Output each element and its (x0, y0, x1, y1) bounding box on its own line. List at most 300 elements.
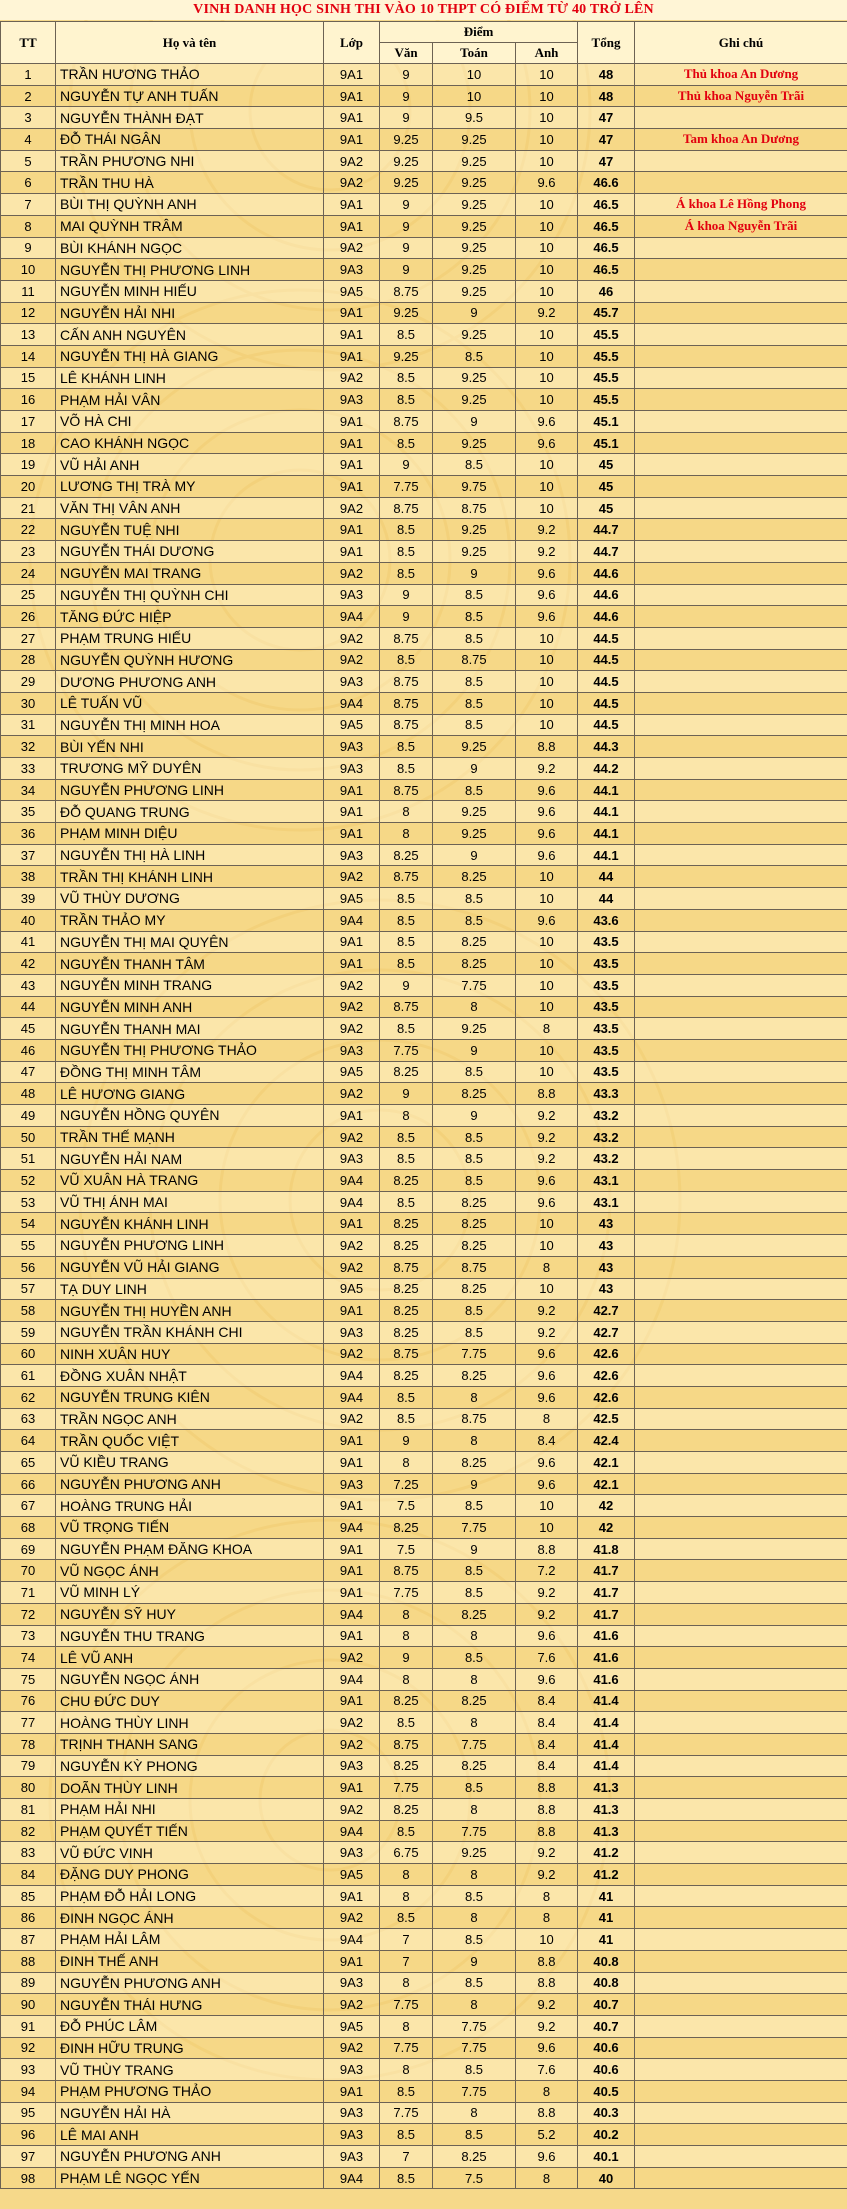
student-name: NGUYỄN MINH ANH (56, 996, 324, 1018)
van-score: 8 (380, 1972, 433, 1994)
student-name: NGUYỄN THỊ PHƯƠNG LINH (56, 259, 324, 281)
total-score: 44.5 (578, 692, 635, 714)
anh-score: 10 (516, 194, 578, 216)
row-number: 38 (1, 866, 56, 888)
van-score: 9 (380, 237, 433, 259)
toan-score: 8 (433, 1712, 516, 1734)
total-score: 40.6 (578, 2059, 635, 2081)
anh-score: 9.2 (516, 541, 578, 563)
class-cell: 9A5 (324, 2015, 380, 2037)
note-cell (635, 996, 847, 1018)
student-name: VŨ NGỌC ÁNH (56, 1560, 324, 1582)
row-number: 82 (1, 1820, 56, 1842)
anh-score: 9.2 (516, 1842, 578, 1864)
total-score: 43.2 (578, 1126, 635, 1148)
anh-score: 9.6 (516, 172, 578, 194)
class-cell: 9A1 (324, 432, 380, 454)
row-number: 78 (1, 1733, 56, 1755)
table-row (1, 1777, 847, 1799)
row-number: 24 (1, 562, 56, 584)
student-name: NGUYỄN THỊ PHƯƠNG THẢO (56, 1039, 324, 1061)
total-score: 43.3 (578, 1083, 635, 1105)
total-score: 40 (578, 2167, 635, 2189)
anh-score: 9.6 (516, 844, 578, 866)
van-score: 8.75 (380, 671, 433, 693)
table-row (1, 1386, 847, 1408)
note-cell (635, 888, 847, 910)
row-number: 70 (1, 1560, 56, 1582)
class-cell: 9A2 (324, 1343, 380, 1365)
table-row (1, 85, 847, 107)
student-name: TẠ DUY LINH (56, 1278, 324, 1300)
row-number: 66 (1, 1473, 56, 1495)
row-number: 39 (1, 888, 56, 910)
class-cell: 9A1 (324, 1950, 380, 1972)
total-score: 40.1 (578, 2146, 635, 2168)
van-score: 8.25 (380, 1517, 433, 1539)
toan-score: 8 (433, 1386, 516, 1408)
row-number: 47 (1, 1061, 56, 1083)
total-score: 45.1 (578, 411, 635, 433)
van-score: 8.5 (380, 432, 433, 454)
note-cell (635, 172, 847, 194)
class-cell: 9A1 (324, 129, 380, 151)
table-row (1, 1278, 847, 1300)
table-row (1, 1690, 847, 1712)
van-score: 9 (380, 107, 433, 129)
student-name: TRẦN THU HÀ (56, 172, 324, 194)
anh-score: 8.8 (516, 736, 578, 758)
table-row (1, 64, 847, 86)
row-number: 86 (1, 1907, 56, 1929)
toan-score: 7.75 (433, 1820, 516, 1842)
toan-score: 8.5 (433, 909, 516, 931)
class-cell: 9A2 (324, 1235, 380, 1257)
row-number: 95 (1, 2102, 56, 2124)
note-cell (635, 2015, 847, 2037)
row-number: 8 (1, 215, 56, 237)
toan-score: 8.5 (433, 714, 516, 736)
note-cell (635, 1647, 847, 1669)
anh-score: 9.2 (516, 1105, 578, 1127)
row-number: 51 (1, 1148, 56, 1170)
toan-score: 8.5 (433, 1885, 516, 1907)
toan-score: 8.5 (433, 671, 516, 693)
toan-score: 8.5 (433, 584, 516, 606)
table-row (1, 1235, 847, 1257)
anh-score: 10 (516, 497, 578, 519)
anh-score: 9.2 (516, 758, 578, 780)
note-cell (635, 2124, 847, 2146)
total-score: 44.6 (578, 562, 635, 584)
row-number: 41 (1, 931, 56, 953)
row-number: 4 (1, 129, 56, 151)
total-score: 45 (578, 476, 635, 498)
anh-score: 10 (516, 259, 578, 281)
note-cell (635, 1278, 847, 1300)
class-cell: 9A1 (324, 541, 380, 563)
row-number: 34 (1, 779, 56, 801)
student-name: TRẦN THẢO MY (56, 909, 324, 931)
total-score: 43.2 (578, 1105, 635, 1127)
header-van: Văn (380, 43, 433, 64)
toan-score: 8.25 (433, 2146, 516, 2168)
student-name: CAO KHÁNH NGỌC (56, 432, 324, 454)
class-cell: 9A2 (324, 974, 380, 996)
class-cell: 9A1 (324, 801, 380, 823)
anh-score: 9.2 (516, 1148, 578, 1170)
van-score: 9.25 (380, 129, 433, 151)
table-row (1, 2015, 847, 2037)
toan-score: 8.5 (433, 606, 516, 628)
student-name: VĂN THỊ VÂN ANH (56, 497, 324, 519)
class-cell: 9A3 (324, 1755, 380, 1777)
total-score: 41.7 (578, 1603, 635, 1625)
note-cell (635, 1712, 847, 1734)
note-cell (635, 497, 847, 519)
toan-score: 8.5 (433, 1148, 516, 1170)
table-row (1, 2124, 847, 2146)
student-name: NGUYỄN PHẠM ĐĂNG KHOA (56, 1538, 324, 1560)
row-number: 87 (1, 1929, 56, 1951)
toan-score: 8.25 (433, 1452, 516, 1474)
class-cell: 9A5 (324, 280, 380, 302)
row-number: 65 (1, 1452, 56, 1474)
row-number: 23 (1, 541, 56, 563)
class-cell: 9A2 (324, 1018, 380, 1040)
class-cell: 9A4 (324, 1517, 380, 1539)
student-name: ĐỖ THÁI NGÂN (56, 129, 324, 151)
class-cell: 9A3 (324, 671, 380, 693)
note-cell: Tam khoa An Dương (635, 129, 847, 151)
van-score: 7.75 (380, 1039, 433, 1061)
class-cell: 9A3 (324, 584, 380, 606)
toan-score: 9 (433, 302, 516, 324)
table-row (1, 1148, 847, 1170)
total-score: 42.1 (578, 1473, 635, 1495)
toan-score: 8.25 (433, 1603, 516, 1625)
toan-score: 8.5 (433, 779, 516, 801)
van-score: 8 (380, 2015, 433, 2037)
anh-score: 9.2 (516, 1994, 578, 2016)
van-score: 7.75 (380, 476, 433, 498)
total-score: 40.3 (578, 2102, 635, 2124)
van-score: 8.25 (380, 1061, 433, 1083)
class-cell: 9A1 (324, 1582, 380, 1604)
student-name: NGUYỄN PHƯƠNG ANH (56, 1972, 324, 1994)
class-cell: 9A2 (324, 1712, 380, 1734)
van-score: 8.5 (380, 1386, 433, 1408)
table-row (1, 129, 847, 151)
anh-score: 9.6 (516, 584, 578, 606)
note-cell (635, 302, 847, 324)
note-cell (635, 823, 847, 845)
class-cell: 9A1 (324, 1213, 380, 1235)
table-row (1, 1256, 847, 1278)
van-score: 8.75 (380, 627, 433, 649)
row-number: 74 (1, 1647, 56, 1669)
van-score: 8.5 (380, 1820, 433, 1842)
table-row (1, 1408, 847, 1430)
note-cell (635, 714, 847, 736)
table-row (1, 1668, 847, 1690)
student-name: LÊ TUẤN VŨ (56, 692, 324, 714)
class-cell: 9A2 (324, 1083, 380, 1105)
van-score: 9.25 (380, 302, 433, 324)
student-name: NGUYỄN MINH TRANG (56, 974, 324, 996)
row-number: 64 (1, 1430, 56, 1452)
van-score: 8.75 (380, 497, 433, 519)
total-score: 43.6 (578, 909, 635, 931)
note-cell (635, 779, 847, 801)
class-cell: 9A3 (324, 2059, 380, 2081)
table-row (1, 627, 847, 649)
toan-score: 9 (433, 1105, 516, 1127)
anh-score: 9.6 (516, 1473, 578, 1495)
table-row (1, 1452, 847, 1474)
table-row (1, 367, 847, 389)
table-row (1, 541, 847, 563)
total-score: 44.6 (578, 606, 635, 628)
class-cell: 9A2 (324, 1647, 380, 1669)
note-cell (635, 1452, 847, 1474)
table-row (1, 345, 847, 367)
class-cell: 9A4 (324, 909, 380, 931)
student-name: NGUYỄN THÀNH ĐẠT (56, 107, 324, 129)
row-number: 37 (1, 844, 56, 866)
row-number: 55 (1, 1235, 56, 1257)
table-row (1, 194, 847, 216)
student-name: HOÀNG TRUNG HẢI (56, 1495, 324, 1517)
toan-score: 8.5 (433, 2059, 516, 2081)
row-number: 90 (1, 1994, 56, 2016)
total-score: 44.1 (578, 779, 635, 801)
van-score: 8.5 (380, 931, 433, 953)
toan-score: 8.25 (433, 1365, 516, 1387)
table-row (1, 606, 847, 628)
total-score: 42.1 (578, 1452, 635, 1474)
class-cell: 9A1 (324, 345, 380, 367)
table-row (1, 1538, 847, 1560)
note-cell (635, 1430, 847, 1452)
note-cell (635, 519, 847, 541)
row-number: 75 (1, 1668, 56, 1690)
class-cell: 9A1 (324, 411, 380, 433)
table-row (1, 1820, 847, 1842)
van-score: 8.75 (380, 1733, 433, 1755)
total-score: 48 (578, 64, 635, 86)
van-score: 8.75 (380, 996, 433, 1018)
class-cell: 9A3 (324, 2146, 380, 2168)
table-row (1, 844, 847, 866)
class-cell: 9A4 (324, 1820, 380, 1842)
student-name: ĐỖ PHÚC LÂM (56, 2015, 324, 2037)
anh-score: 9.2 (516, 1582, 578, 1604)
class-cell: 9A2 (324, 367, 380, 389)
row-number: 36 (1, 823, 56, 845)
anh-score: 8.4 (516, 1733, 578, 1755)
toan-score: 9.25 (433, 215, 516, 237)
van-score: 7.75 (380, 2037, 433, 2059)
total-score: 43.1 (578, 1191, 635, 1213)
table-row (1, 302, 847, 324)
class-cell: 9A1 (324, 1777, 380, 1799)
toan-score: 9.25 (433, 519, 516, 541)
student-name: TRẦN QUỐC VIỆT (56, 1430, 324, 1452)
van-score: 8.5 (380, 519, 433, 541)
table-row (1, 1018, 847, 1040)
student-name: VÕ HÀ CHI (56, 411, 324, 433)
anh-score: 10 (516, 714, 578, 736)
class-cell: 9A4 (324, 1191, 380, 1213)
anh-score: 8 (516, 1018, 578, 1040)
table-row (1, 1755, 847, 1777)
van-score: 8.5 (380, 389, 433, 411)
toan-score: 8.75 (433, 649, 516, 671)
table-row (1, 432, 847, 454)
van-score: 8.75 (380, 411, 433, 433)
note-cell (635, 1408, 847, 1430)
total-score: 44.3 (578, 736, 635, 758)
toan-score: 8.5 (433, 1061, 516, 1083)
note-cell (635, 476, 847, 498)
table-row (1, 150, 847, 172)
anh-score: 10 (516, 671, 578, 693)
total-score: 41.4 (578, 1755, 635, 1777)
anh-score: 9.6 (516, 562, 578, 584)
student-name: NGUYỄN THÁI DƯƠNG (56, 541, 324, 563)
anh-score: 10 (516, 324, 578, 346)
total-score: 40.7 (578, 1994, 635, 2016)
toan-score: 8.5 (433, 1321, 516, 1343)
note-cell (635, 909, 847, 931)
note-cell (635, 627, 847, 649)
van-score: 7.75 (380, 1777, 433, 1799)
anh-score: 10 (516, 129, 578, 151)
anh-score: 9.6 (516, 1191, 578, 1213)
toan-score: 8.5 (433, 1582, 516, 1604)
class-cell: 9A2 (324, 562, 380, 584)
class-cell: 9A5 (324, 1864, 380, 1886)
note-cell (635, 1148, 847, 1170)
total-score: 42 (578, 1495, 635, 1517)
student-name: ĐỒNG THỊ MINH TÂM (56, 1061, 324, 1083)
table-row (1, 1625, 847, 1647)
toan-score: 8.5 (433, 1300, 516, 1322)
table-row (1, 909, 847, 931)
page-title: VINH DANH HỌC SINH THI VÀO 10 THPT CÓ ĐIỂM TỪ 40 TRỞ LÊN (0, 0, 847, 20)
total-score: 41.2 (578, 1842, 635, 1864)
note-cell (635, 1755, 847, 1777)
student-name: LÊ VŨ ANH (56, 1647, 324, 1669)
anh-score: 10 (516, 280, 578, 302)
anh-score: 10 (516, 1213, 578, 1235)
student-name: TRẦN HƯƠNG THẢO (56, 64, 324, 86)
total-score: 41.6 (578, 1647, 635, 1669)
row-number: 63 (1, 1408, 56, 1430)
header-tt: TT (1, 22, 56, 64)
note-cell (635, 1950, 847, 1972)
toan-score: 8.5 (433, 2124, 516, 2146)
class-cell: 9A4 (324, 1668, 380, 1690)
student-name: NGUYỄN THỊ HÀ LINH (56, 844, 324, 866)
student-name: TĂNG ĐỨC HIỆP (56, 606, 324, 628)
class-cell: 9A2 (324, 237, 380, 259)
van-score: 8 (380, 1625, 433, 1647)
toan-score: 9.25 (433, 432, 516, 454)
van-score: 8 (380, 1668, 433, 1690)
table-row (1, 1929, 847, 1951)
total-score: 46.5 (578, 194, 635, 216)
van-score: 8.5 (380, 2080, 433, 2102)
total-score: 43 (578, 1278, 635, 1300)
note-cell (635, 1256, 847, 1278)
student-name: DƯƠNG PHƯƠNG ANH (56, 671, 324, 693)
row-number: 91 (1, 2015, 56, 2037)
class-cell: 9A1 (324, 953, 380, 975)
table-row (1, 259, 847, 281)
table-row (1, 454, 847, 476)
table-row (1, 2080, 847, 2102)
van-score: 8 (380, 823, 433, 845)
class-cell: 9A3 (324, 736, 380, 758)
student-name: ĐẶNG DUY PHONG (56, 1864, 324, 1886)
student-name: ĐINH NGỌC ÁNH (56, 1907, 324, 1929)
van-score: 8.5 (380, 758, 433, 780)
row-number: 96 (1, 2124, 56, 2146)
student-name: PHẠM HẢI VÂN (56, 389, 324, 411)
row-number: 68 (1, 1517, 56, 1539)
note-cell (635, 541, 847, 563)
table-row (1, 1950, 847, 1972)
anh-score: 10 (516, 454, 578, 476)
van-score: 8.25 (380, 1365, 433, 1387)
total-score: 41.6 (578, 1668, 635, 1690)
note-cell (635, 758, 847, 780)
anh-score: 9.6 (516, 606, 578, 628)
row-number: 59 (1, 1321, 56, 1343)
van-score: 9 (380, 606, 433, 628)
row-number: 77 (1, 1712, 56, 1734)
class-cell: 9A3 (324, 758, 380, 780)
van-score: 8.75 (380, 1560, 433, 1582)
class-cell: 9A2 (324, 1994, 380, 2016)
row-number: 76 (1, 1690, 56, 1712)
student-name: NGUYỄN PHƯƠNG LINH (56, 1235, 324, 1257)
row-number: 57 (1, 1278, 56, 1300)
table-row (1, 1126, 847, 1148)
total-score: 47 (578, 107, 635, 129)
van-score: 9.25 (380, 150, 433, 172)
van-score: 8.5 (380, 888, 433, 910)
row-number: 31 (1, 714, 56, 736)
note-cell (635, 107, 847, 129)
van-score: 7.75 (380, 2102, 433, 2124)
student-name: ĐỒNG XUÂN NHẬT (56, 1365, 324, 1387)
toan-score: 7.75 (433, 2015, 516, 2037)
class-cell: 9A3 (324, 1972, 380, 1994)
row-number: 22 (1, 519, 56, 541)
class-cell: 9A3 (324, 2102, 380, 2124)
student-name: LÊ MAI ANH (56, 2124, 324, 2146)
van-score: 7.75 (380, 1582, 433, 1604)
row-number: 26 (1, 606, 56, 628)
table-row (1, 1300, 847, 1322)
anh-score: 8.8 (516, 2102, 578, 2124)
note-cell (635, 1560, 847, 1582)
total-score: 42 (578, 1517, 635, 1539)
total-score: 41.3 (578, 1777, 635, 1799)
